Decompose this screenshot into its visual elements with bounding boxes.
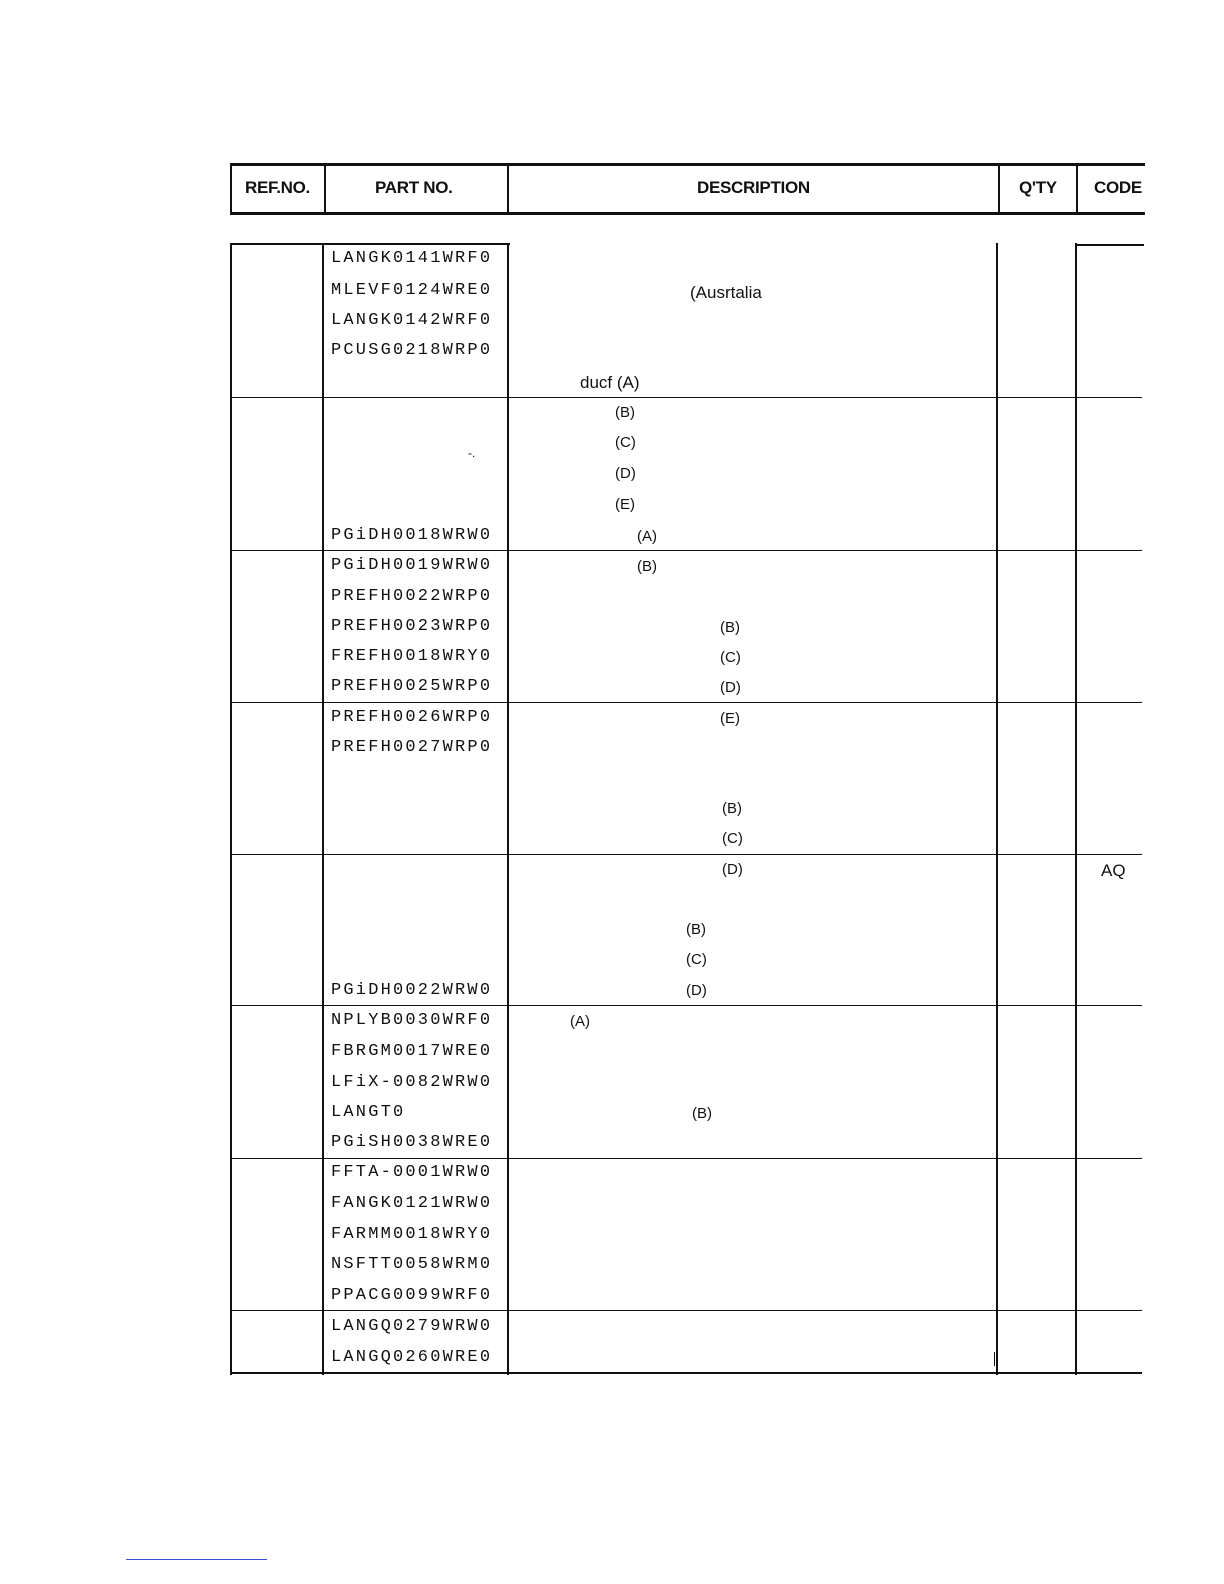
description-text: (D) [720, 679, 741, 696]
header-description: DESCRIPTION [697, 178, 810, 197]
header-divider-2 [507, 163, 509, 215]
header-top-rule [230, 163, 1145, 166]
header-divider-4 [1076, 163, 1078, 215]
part-number: FANGK0121WRW0 [331, 1194, 493, 1213]
part-number: PREFH0027WRP0 [331, 738, 493, 757]
body-top-rule-right [1076, 244, 1144, 246]
header-code: CODE [1094, 178, 1142, 197]
description-text: (C) [615, 434, 636, 451]
body-divider-4 [1075, 243, 1077, 1375]
body-divider-3 [996, 243, 998, 1375]
group-rule-4 [230, 854, 1142, 855]
description-text: (D) [722, 861, 743, 878]
description-text: (B) [722, 800, 742, 817]
header-divider-1 [324, 163, 326, 215]
description-text: (D) [615, 465, 636, 482]
description-text: (B) [720, 619, 740, 636]
description-text: (E) [615, 496, 635, 513]
description-text: (A) [637, 528, 657, 545]
description-text: (D) [686, 982, 707, 999]
group-rule-6 [230, 1158, 1142, 1159]
description-text: (B) [615, 404, 635, 421]
code-value: AQ [1101, 861, 1126, 880]
part-number: PGiDH0019WRW0 [331, 556, 493, 575]
qty-column-tick [994, 1352, 995, 1366]
group-rule-5 [230, 1005, 1142, 1006]
description-text: (B) [637, 558, 657, 575]
part-number: LANGT0 [331, 1103, 406, 1122]
body-divider-2 [507, 243, 509, 1375]
part-number: LANGQ0279WRW0 [331, 1317, 493, 1336]
part-number: LANGK0141WRF0 [331, 249, 493, 268]
part-number: PREFH0026WRP0 [331, 708, 493, 727]
part-number: FARMM0018WRY0 [331, 1225, 493, 1244]
description-text: (B) [686, 921, 706, 938]
description-text: (A) [570, 1013, 590, 1030]
description-text: (E) [720, 710, 740, 727]
part-number: LANGQ0260WRE0 [331, 1348, 493, 1367]
part-number: PGiDH0022WRW0 [331, 981, 493, 1000]
part-number: PREFH0022WRP0 [331, 587, 493, 606]
part-number: FBRGM0017WRE0 [331, 1042, 493, 1061]
part-number: PREFH0023WRP0 [331, 617, 493, 636]
body-left-border [230, 243, 232, 1375]
part-number: LANGK0142WRF0 [331, 311, 493, 330]
header-left-border [230, 163, 232, 215]
header-bottom-rule [230, 212, 1145, 215]
body-top-rule [230, 243, 510, 245]
description-text: (B) [692, 1105, 712, 1122]
part-number: PGiDH0018WRW0 [331, 526, 493, 545]
part-number: PGiSH0038WRE0 [331, 1133, 493, 1152]
header-part-no: PART NO. [375, 178, 453, 197]
part-number: PPACG0099WRF0 [331, 1286, 493, 1305]
part-number: NPLYB0030WRF0 [331, 1011, 493, 1030]
body-bottom-rule [230, 1372, 1142, 1374]
header-divider-3 [998, 163, 1000, 215]
description-text: (C) [722, 830, 743, 847]
description-text: (C) [720, 649, 741, 666]
description-text: (Ausrtalia [690, 283, 762, 302]
body-divider-1 [322, 243, 324, 1375]
part-number: FREFH0018WRY0 [331, 647, 493, 666]
part-number: MLEVF0124WRE0 [331, 281, 493, 300]
part-number: PREFH0025WRP0 [331, 677, 493, 696]
description-text: (C) [686, 951, 707, 968]
footer-underline [126, 1559, 267, 1560]
part-number: FFTA-0001WRW0 [331, 1163, 493, 1182]
part-number: LFiX-0082WRW0 [331, 1073, 493, 1092]
group-rule-1 [230, 397, 1142, 398]
group-rule-7 [230, 1310, 1142, 1311]
group-rule-3 [230, 702, 1142, 703]
group-rule-2 [230, 550, 1142, 551]
part-number: NSFTT0058WRM0 [331, 1255, 493, 1274]
part-number: PCUSG0218WRP0 [331, 341, 493, 360]
header-qty: Q'TY [1019, 178, 1057, 197]
header-ref-no: REF.NO. [245, 178, 310, 197]
stray-mark: -. [468, 446, 476, 460]
description-text: ducf (A) [580, 373, 640, 392]
